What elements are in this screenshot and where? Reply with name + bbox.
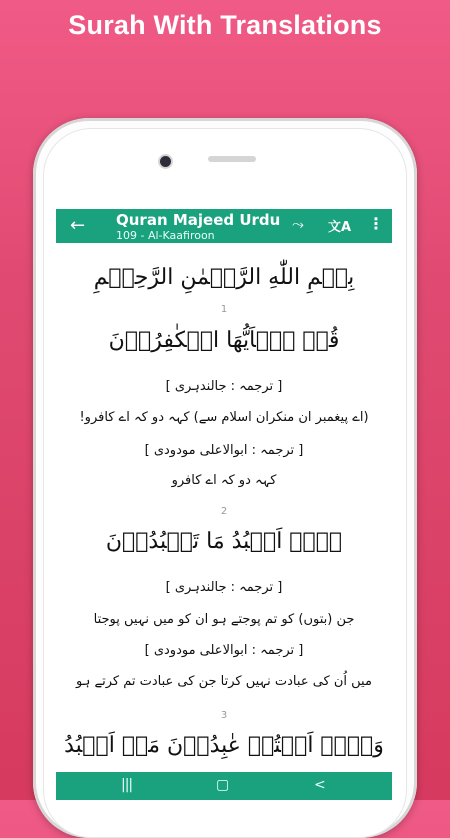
verse-number: 1 [220, 304, 228, 315]
app-bar [56, 209, 392, 243]
translation-heading: [ ترجمہ : جالندہری ] [165, 580, 283, 595]
translation-heading: [ ترجمہ : جالندہری ] [165, 379, 283, 394]
verse-number: 3 [220, 710, 228, 721]
translation-heading: [ ترجمہ : ابوالاعلی مودودی ] [144, 643, 304, 658]
back-arrow-icon[interactable]: ← [70, 215, 86, 236]
verse-arabic: قُلۡ يٰۤاَيُّهَا الۡكٰفِرُوۡنَ [108, 328, 340, 353]
more-options-icon[interactable]: ⋮ [368, 214, 384, 233]
app-screen [56, 209, 392, 800]
translation-text: کہہ دو کہ اے کافرو [171, 473, 277, 488]
app-title: Quran Majeed Urdu [116, 211, 281, 229]
front-camera [158, 154, 173, 169]
translation-heading: [ ترجمہ : ابوالاعلی مودودی ] [144, 443, 304, 458]
repeat-icon[interactable]: ⤳ [292, 215, 305, 233]
nav-back-icon[interactable]: < [314, 777, 326, 793]
bismillah: بِسۡمِ اللّٰهِ الرَّحۡمٰنِ الرَّحِيۡمِ [93, 265, 355, 290]
translation-text: (اے پیغمبر ان منکران اسلام سے) کہہ دو کہ اے کافرو! [79, 410, 369, 425]
surah-content [56, 243, 392, 772]
recent-apps-icon[interactable]: ||| [121, 777, 133, 793]
translate-icon[interactable]: 文A [328, 220, 352, 235]
verse-arabic: لَاۤ اَعۡبُدُ مَا تَعۡبُدُوۡنَ [105, 529, 343, 554]
verse-arabic: وَلَاۤ اَنۡتُمۡ عٰبِدُوۡنَ مَاۤ اَعۡبُدُ [64, 733, 384, 758]
earpiece-speaker [208, 156, 256, 162]
translation-text: جن (بتوں) کو تم پوجتے ہو ان کو میں نہیں پوجتا [93, 612, 355, 627]
promo-title: Surah With Translations [68, 10, 382, 40]
surah-subtitle: 109 - Al-Kaafiroon [116, 229, 215, 242]
verse-number: 2 [220, 506, 228, 517]
system-nav-bar [56, 772, 392, 800]
translation-text: میں اُن کی عبادت نہیں کرتا جن کی عبادت تم کرتے ہو [76, 674, 372, 689]
home-icon[interactable]: ▢ [216, 777, 230, 793]
